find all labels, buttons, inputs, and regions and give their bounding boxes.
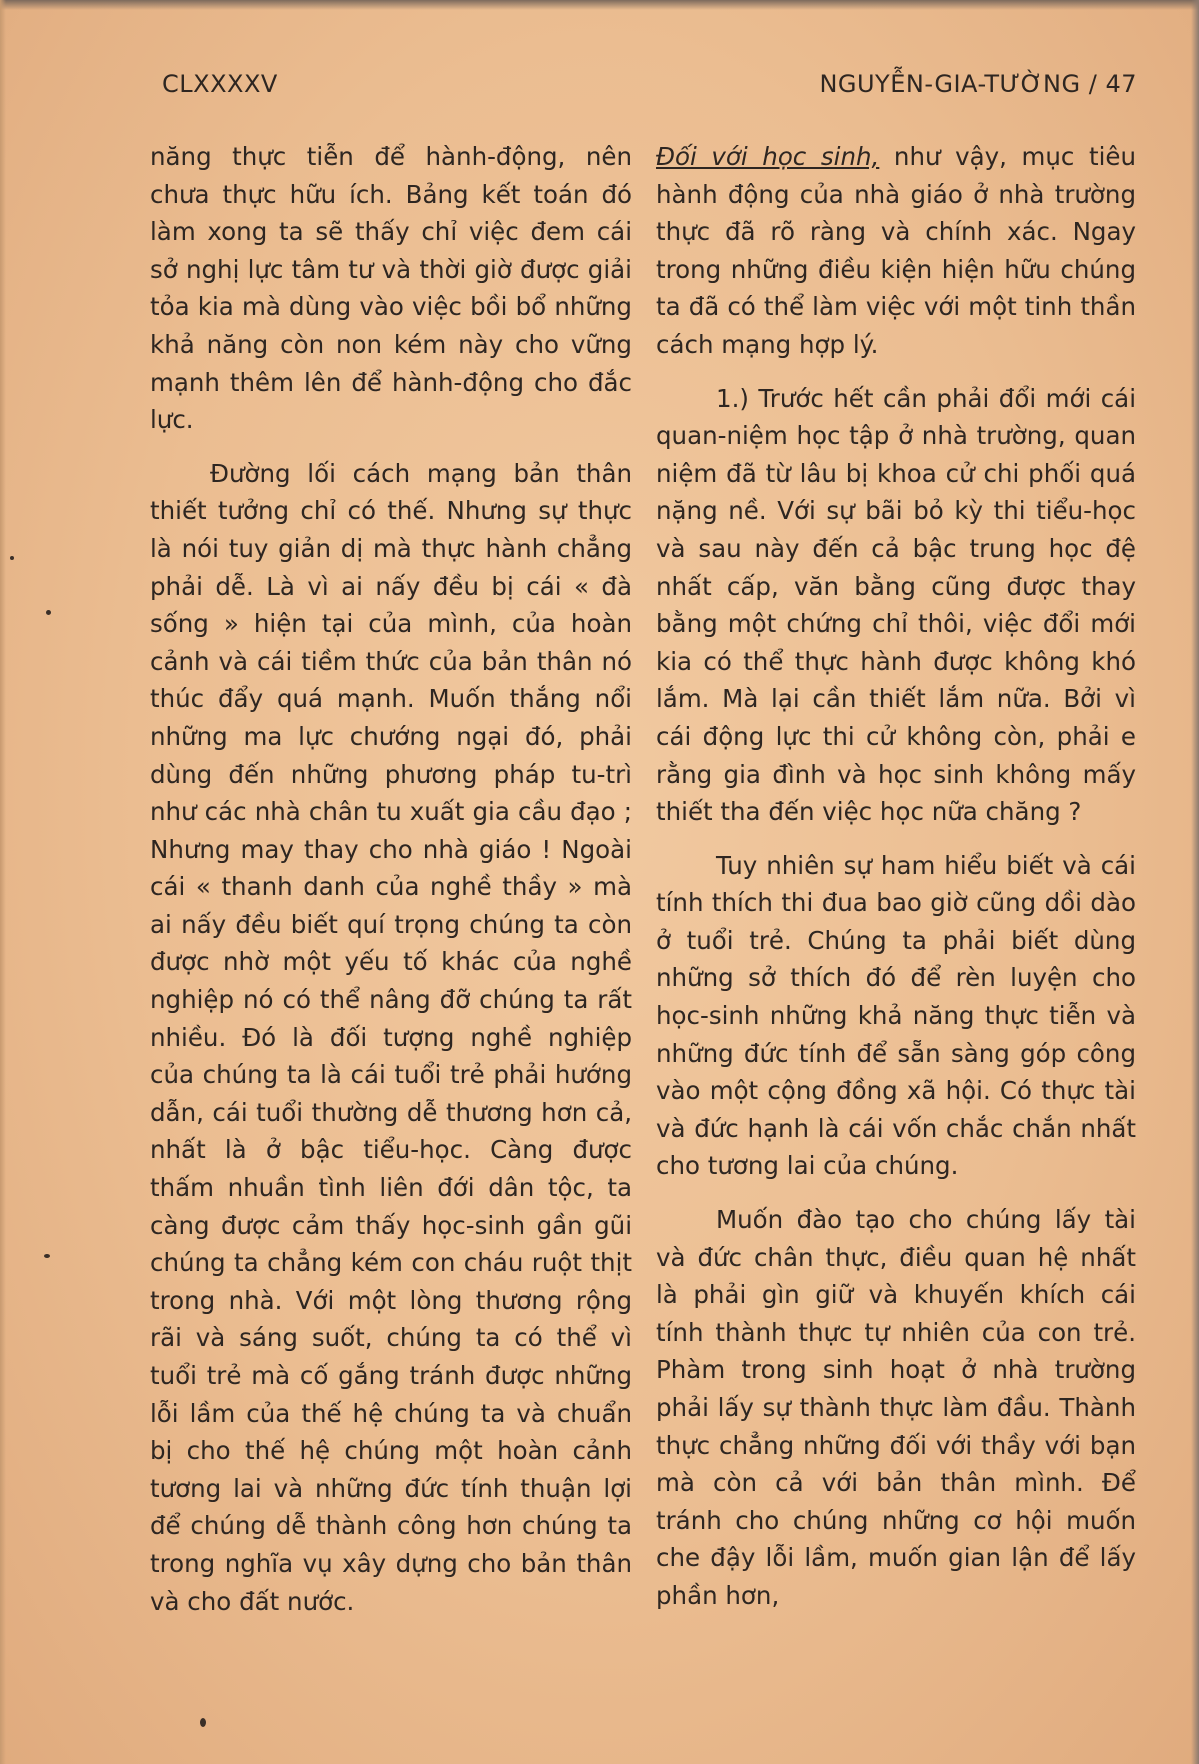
ink-speck xyxy=(44,1254,50,1258)
left-column xyxy=(150,138,632,1620)
ink-speck xyxy=(10,556,14,560)
section-mark: CLXXXXV xyxy=(162,70,278,98)
right-paragraph-1: 1.) Trước hết cần phải đổi mới cái quan-niệm học tập ở nhà trường, quan niệm đã từ lâu bị khoa cử chi phối quá nặng nề. Với sự bãi bỏ kỳ thi tiểu-học và sau này đến cả bậc trung học đệ nhất cấp, văn bằng cũng được thay bằng một chứng chỉ thôi, việc đổi mới kia có thể thực hành được không khó lắm. Mà lại cần thiết lắm nữa. Bởi vì cái động lực thi cử không còn, phải e rằng gia đình và học sinh không mấy thiết tha đến việc học nữa chăng ? xyxy=(656,383,1136,827)
intro-heading: Đối với học sinh, xyxy=(656,142,880,171)
intro-text: như vậy, mục tiêu hành động của nhà giáo ở nhà trường thực đã rõ ràng và chính xác. Ngay trong những điều kiện hiện hữu chúng ta đã có thể làm việc với một tinh thần cách mạng hợp lý. xyxy=(656,142,1137,359)
right-paragraph-2: Tuy nhiên sự ham hiểu biết và cái tính thích thi đua bao giờ cũng dồi dào ở tuổi trẻ. Chúng ta phải biết dùng những sở thích đó để rèn luyện cho học-sinh những khả năng thực tiễn và những đức tính để sẵn sàng góp công vào một cộng đồng xã hội. Có thực tài và đức hạnh là cái vốn chắc chắn nhất cho tương lai của chúng. xyxy=(656,850,1136,1181)
right-intro-paragraph xyxy=(656,138,1136,364)
page-top-edge xyxy=(0,0,1199,10)
page-right-edge xyxy=(1191,0,1199,1764)
ink-speck xyxy=(200,1718,206,1727)
left-paragraph-2: Đường lối cách mạng bản thân thiết tưởng chỉ có thế. Nhưng sự thực là nói tuy giản dị mà thực hành chẳng phải dễ. Là vì ai nấy đều bị cái « đà sống » hiện tại của mình, của hoàn cảnh và cái tiềm thức của bản thân nó thúc đẩy quá mạnh. Muốn thắng nổi những ma lực chướng ngại đó, phải dùng đến những phương pháp tu-trì như các nhà chân tu xuất gia cầu đạo ; Nhưng may thay cho nhà giáo ! Ngoài cái « thanh danh của nghề thầy » mà ai nấy đều biết quí trọng chúng ta còn được nhờ một yếu tố khác của nghề nghiệp nó có thể nâng đỡ chúng ta rất nhiều. Đó là đối tượng nghề nghiệp của chúng ta là cái tuổi trẻ phải hướng dẫn, cái tuổi thường dễ thương hơn cả, nhất là ở bậc tiểu-học. Càng được thấm nhuần tình liên đới dân tộc, ta càng được cảm thấy học-sinh gần gũi chúng ta chẳng kém con cháu ruột thịt trong nhà. Với một lòng thương rộng rãi và sáng suốt, chúng ta có thể vì tuổi trẻ mà cố gắng tránh được những lỗi lầm của thế hệ chúng ta và chuẩn bị cho thế hệ chúng một hoàn cảnh tương lai và những đức tính thuận lợi để chúng dễ thành công hơn chúng ta trong nghĩa vụ xây dựng cho bản thân và cho đất nước. xyxy=(150,458,632,1616)
left-paragraph-1: năng thực tiễn để hành-động, nên chưa thực hữu ích. Bảng kết toán đó làm xong ta sẽ thấy chỉ việc đem cái sở nghị lực tâm tư và thời giờ được giải tỏa kia mà dùng vào việc bồi bổ những khả năng còn non kém này cho vững mạnh thêm lên để hành-động cho đắc lực. xyxy=(150,142,632,435)
right-column xyxy=(656,138,1136,1615)
right-paragraph-3: Muốn đào tạo cho chúng lấy tài và đức chân thực, điều quan hệ nhất là phải gìn giữ và khuyến khích cái tính thành thực tự nhiên của con trẻ. Phàm trong sinh hoạt ở nhà trường phải lấy sự thành thực làm đầu. Thành thực chẳng những đối với thầy với bạn mà còn cả với bản thân mình. Để tránh cho chúng những cơ hội muốn che đậy lỗi lầm, muốn gian lận để lấy phần hơn, xyxy=(656,1205,1136,1610)
page-left-edge xyxy=(0,0,6,1764)
ink-speck xyxy=(46,610,51,615)
author-and-page-number: NGUYỄN-GIA-TƯỜNG / 47 xyxy=(819,70,1137,98)
running-header xyxy=(162,70,1137,110)
